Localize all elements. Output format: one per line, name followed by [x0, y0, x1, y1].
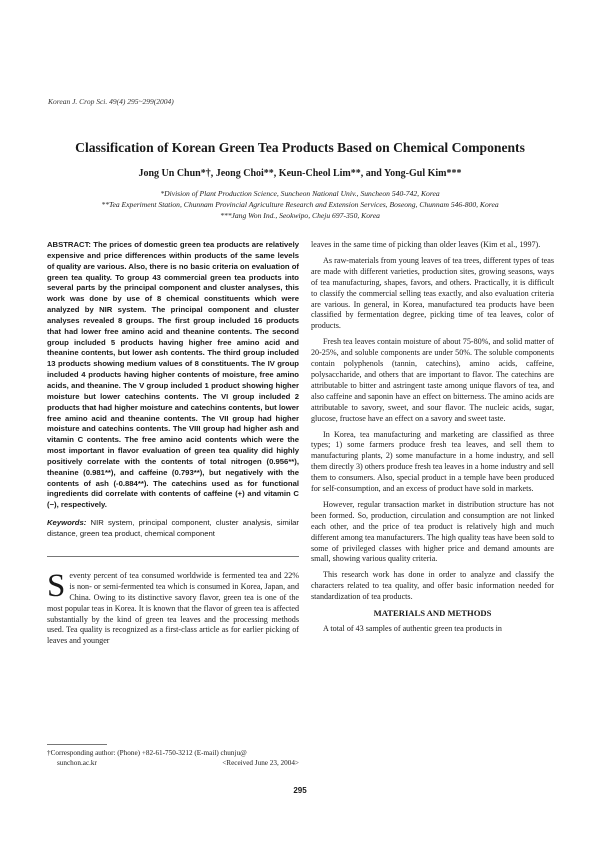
- footnote-line-1: †Corresponding author: (Phone) +82-61-750-3212 (E-mail) chunju@: [47, 749, 247, 757]
- intro-text: eventy percent of tea consumed worldwide is fermented tea and 22% is non- or semi-fermented tea which is consumed in Korea, Japan, and China. Owing to its distinctive savory flavor, green tea is one of the most popular teas in Korea. It is known that the flavor of green tea is affected substantially by the kind of green tea leaves and the processing methods used. Tea quality is recognized as a first-class article as for earlier picking of leaves and younger: [47, 570, 299, 646]
- paragraph: However, regular transaction market in distribution structure has not been formed. So, production, circulation and consumption are not linked each other, and the price of tea product is relatively high and much different among tea manufacturers. The high quality teas have been sold to some of privileged classes with higher price and demand amounts are small, showing various quality criteria.: [311, 499, 554, 564]
- footnote-rule: [47, 744, 107, 745]
- journal-citation: Korean J. Crop Sci. 49(4) 295~299(2004): [48, 97, 174, 106]
- affiliation-3: ***Jang Won Ind., Seokwipo, Cheju 697-350, Korea: [220, 211, 380, 220]
- keywords-label: Keywords:: [47, 518, 87, 528]
- paragraph: Fresh tea leaves contain moisture of about 75-80%, and solid matter of 20-25%, and soluble components are under 50%. The soluble components contain polyphenols (tannin, catechins), amino acids, caffeine, polysaccharide, and others that are important to flavor. The catechins are attributable to bitter and astringent taste among unique flavors of tea, and also caffeine and saponin have an effect on bitterness. The amino acids are attributable to savory, sweet, and sour flavor. The nucleic acids, sugar, glucose, fructose have an effect on a savory and sweet taste.: [311, 337, 554, 423]
- page-number: 295: [293, 786, 307, 795]
- paper-title: Classification of Korean Green Tea Products Based on Chemical Components: [75, 140, 525, 155]
- keywords-text: NIR system, principal component, cluster analysis, similar distance, green tea product, chemical component: [47, 518, 299, 538]
- received-date: <Received June 23, 2004>: [222, 759, 299, 767]
- affiliation-1: *Division of Plant Production Science, Suncheon National Univ., Suncheon 540-742, Korea: [160, 189, 440, 198]
- keywords: [47, 518, 299, 540]
- abstract: ABSTRACT: The prices of domestic green tea products are relatively expensive and price differences within products of the same levels of quality are various. Also, there is no basic criteria on evaluation of green tea quality. To group 43 commercial green tea products into several parts by the principal component and cluster analyses, this work was done by use of 8 chemical constituents which were analyzed by NIR system. The principal component and cluster analyses revealed 8 groups. The first group included 16 products that had lower free amino acid and theanine contents. The second group included 5 products having higher free amino acid and theanine contents, but lower ash contents. The third group included 13 products showing medium values of 8 constituents. The IV group included 4 products having higher contents of moisture, free amino acids, and theanine. The V group included 1 product showing higher moisture but lower catechins contents. The VI group included 2 products that had higher moisture and catechins contents, but lower free amino acid and theanine contents. The VII group had higher moisture and catechins contents. The VIII group had higher ash and vitamin C contents. The free amino acid contents which were the most important in flavor evaluation of green tea quality did highly positively correlate with the contents of total nitrogen (0.956**), theanine (0.981**), and caffeine (0.793**), but negatively with the contents of ash (-0.884**). The catechins used as for functional ingredients did correlate with contents of caffeine (+) and vitamin C (−), respectively.: [47, 240, 299, 510]
- author-list: Jong Un Chun*†, Jeong Choi**, Keun-Cheol Lim**, and Yong-Gul Kim***: [138, 168, 462, 179]
- footnote-line-2: [47, 758, 299, 768]
- affiliation-2: **Tea Experiment Station, Chunnam Provincial Agriculture Research and Extension Services, Boseong, Chunnam 546-800, Korea: [101, 200, 499, 209]
- left-column: [47, 240, 299, 647]
- abstract-divider: [47, 556, 299, 557]
- drop-cap: S: [47, 567, 66, 604]
- footnote: [47, 748, 299, 768]
- section-heading: MATERIALS AND METHODS: [373, 608, 492, 619]
- paragraph: A total of 43 samples of authentic green tea products in: [323, 624, 502, 633]
- paragraph: In Korea, tea manufacturing and marketing are classified as three types; 1) some farmers produce fresh tea leaves, and sell them to manufacturing plants, 2) some manufacture in a home industry, and sell them directly 3) others produce fresh tea leaves in a home industry and sell them to consumers. Also, special product in a temple have been produced for self-consumption, and an excess of product have sold in markets.: [311, 429, 554, 494]
- intro-paragraph: [47, 567, 299, 647]
- paragraph: As raw-materials from young leaves of tea trees, different types of teas are made with different varieties, production sites, growing seasons, ways of tea manufacturing, shapes, favors, and others. Practically, it is difficult to classify the commercial selling teas exactly, and also evaluation criteria are various. In general, in Korea, manufactured tea products have been classified by fermentation degree, picking time of tea leaves, color of products.: [311, 255, 554, 331]
- paragraph: This research work has done in order to analyze and classify the characters related to tea quality, and offer basic information needed for standardization of tea products.: [311, 570, 554, 602]
- footnote-email-domain: sunchon.ac.kr: [57, 759, 97, 767]
- paragraph: leaves in the same time of picking than older leaves (Kim et al., 1997).: [311, 240, 541, 249]
- right-column: [311, 240, 554, 640]
